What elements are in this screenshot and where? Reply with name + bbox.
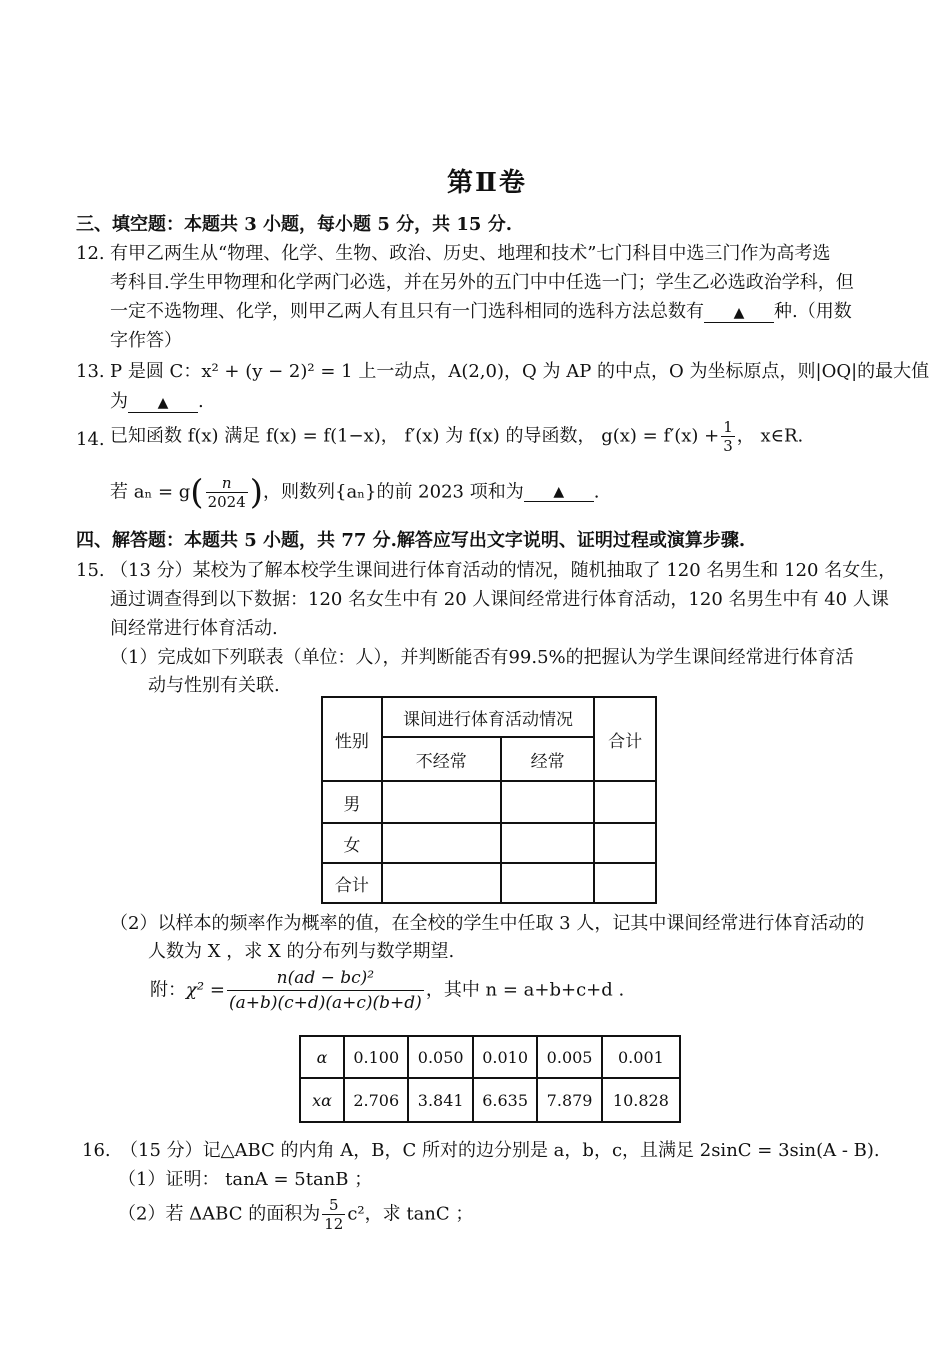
cell-male-not-often[interactable] bbox=[382, 781, 501, 823]
q15-line-2: 通过调查得到以下数据：120 名女生中有 20 人课间经常进行体育活动，120 名男生中有 40 人课 bbox=[110, 589, 889, 610]
q15-number: 15. bbox=[76, 560, 105, 581]
q12-line-2: 考科目.学生甲物理和化学两门必选，并在另外的五门中中任选一门；学生乙必选政治学科，但 bbox=[110, 272, 854, 293]
q14-line-1 bbox=[110, 418, 803, 455]
alpha-value: 0.050 bbox=[408, 1036, 472, 1078]
q12-line-3-tail: 种.（用数 bbox=[774, 301, 852, 322]
q12-line-4: 字作答） bbox=[110, 330, 182, 351]
fraction-denominator: 3 bbox=[723, 437, 733, 455]
cell-female-often[interactable] bbox=[501, 823, 594, 863]
q16-number: 16. bbox=[82, 1140, 111, 1161]
q14-line-1-text: 已知函数 f(x) 满足 f(x) = f(1−x)， f′(x) 为 f(x) 的导函数， g(x) = f′(x) + bbox=[110, 425, 720, 447]
q16-part-2 bbox=[118, 1196, 473, 1233]
q12-number: 12. bbox=[76, 243, 105, 264]
alpha-value: 0.010 bbox=[473, 1036, 537, 1078]
right-paren: ) bbox=[249, 472, 264, 513]
q15-part-1-line-2: 动与性别有关联. bbox=[148, 675, 280, 696]
q14-number: 14. bbox=[76, 429, 105, 450]
formula-lhs: χ² = bbox=[186, 979, 225, 1001]
q13-line-2-text: 为 bbox=[110, 391, 128, 412]
q12-line-3-text: 一定不选物理、化学，则甲乙两人有且只有一门选科相同的选科方法总数有 bbox=[110, 301, 704, 322]
cell-female-not-often[interactable] bbox=[382, 823, 501, 863]
alpha-value: 0.005 bbox=[537, 1036, 601, 1078]
q16-fraction-5-12 bbox=[322, 1196, 345, 1233]
q14-answer-blank[interactable]: ▲ bbox=[524, 483, 594, 502]
page-title: 第Ⅱ卷 bbox=[447, 168, 527, 198]
section-3-heading: 三、填空题：本题共 3 小题，每小题 5 分，共 15 分. bbox=[76, 214, 512, 235]
fraction-numerator: n(ad − bc)² bbox=[227, 966, 424, 991]
header-total: 合计 bbox=[594, 697, 656, 781]
x-alpha-value: 3.841 bbox=[408, 1078, 472, 1122]
fraction-numerator: 5 bbox=[322, 1196, 345, 1215]
q16-part-2-tail: c²，求 tanC ； bbox=[347, 1203, 474, 1225]
cell-grand-total[interactable] bbox=[594, 863, 656, 903]
row-total-label: 合计 bbox=[322, 863, 382, 903]
header-often: 经常 bbox=[501, 737, 594, 781]
q15-part-2-line-2: 人数为 X ，求 X 的分布列与数学期望. bbox=[148, 941, 455, 962]
q12-answer-blank[interactable]: ▲ bbox=[704, 304, 774, 323]
cell-male-total[interactable] bbox=[594, 781, 656, 823]
formula-fraction bbox=[227, 966, 424, 1015]
q14-line-2-text: 若 aₙ = g bbox=[110, 481, 191, 503]
cell-total-often[interactable] bbox=[501, 863, 594, 903]
x-alpha-value: 2.706 bbox=[344, 1078, 408, 1122]
section-4-heading: 四、解答题：本题共 5 小题，共 77 分.解答应写出文字说明、证明过程或演算步骤. bbox=[76, 530, 746, 551]
fraction-numerator: n bbox=[206, 474, 248, 493]
contingency-table bbox=[321, 696, 657, 904]
q13-number: 13. bbox=[76, 361, 105, 382]
q13-line-1: P 是圆 C：x² + (y − 2)² = 1 上一动点，A(2,0)，Q 为 AP 的中点，O 为坐标原点，则|OQ|的最大值 bbox=[110, 361, 930, 382]
q16-part-1: （1）证明： tanA = 5tanB ； bbox=[118, 1169, 373, 1190]
fraction-numerator: 1 bbox=[723, 418, 733, 436]
header-not-often: 不经常 bbox=[382, 737, 501, 781]
formula-prefix: 附： bbox=[150, 979, 186, 1001]
x-alpha-label: xα bbox=[300, 1078, 344, 1122]
x-alpha-value: 7.879 bbox=[537, 1078, 601, 1122]
cell-female-total[interactable] bbox=[594, 823, 656, 863]
alpha-value: 0.100 bbox=[344, 1036, 408, 1078]
alpha-label: α bbox=[300, 1036, 344, 1078]
cell-total-not-often[interactable] bbox=[382, 863, 501, 903]
chi-square-formula bbox=[150, 966, 624, 1015]
q12-line-3 bbox=[110, 300, 852, 324]
q15-part-2-line-1: （2）以样本的频率作为概率的值，在全校的学生中任取 3 人，记其中课间经常进行体育活动的 bbox=[110, 913, 865, 934]
row-female-label: 女 bbox=[322, 823, 382, 863]
q13-line-2-tail: . bbox=[198, 391, 204, 412]
x-alpha-value: 10.828 bbox=[602, 1078, 680, 1122]
q15-line-1: （13 分）某校为了解本校学生课间进行体育活动的情况，随机抽取了 120 名男生和 120 名女生， bbox=[110, 560, 897, 581]
q14-line-2-tail: . bbox=[593, 481, 600, 503]
q16-part-2-text: （2）若 ΔABC 的面积为 bbox=[118, 1203, 321, 1225]
q13-answer-blank[interactable]: ▲ bbox=[128, 394, 198, 413]
q14-line-2-mid: ，则数列{aₙ}的前 2023 项和为 bbox=[263, 481, 524, 503]
q15-line-3: 间经常进行体育活动. bbox=[110, 618, 278, 639]
q12-line-1: 有甲乙两生从“物理、化学、生物、政治、历史、地理和技术”七门科目中选三门作为高考选 bbox=[110, 243, 831, 264]
q16-line-1: （15 分）记△ABC 的内角 A，B，C 所对的边分别是 a，b，c，且满足 2sinC = 3sin(A - B). bbox=[120, 1140, 880, 1161]
header-activity: 课间进行体育活动情况 bbox=[382, 697, 595, 737]
q14-line-2 bbox=[110, 474, 599, 511]
x-alpha-value: 6.635 bbox=[473, 1078, 537, 1122]
header-gender: 性别 bbox=[322, 697, 382, 781]
q14-fraction-one-third bbox=[721, 418, 735, 455]
cell-male-often[interactable] bbox=[501, 781, 594, 823]
q15-part-1-line-1: （1）完成如下列联表（单位：人），并判断能否有99.5%的把握认为学生课间经常进行体育活 bbox=[110, 647, 854, 668]
fraction-denominator: 12 bbox=[324, 1215, 344, 1233]
row-male-label: 男 bbox=[322, 781, 382, 823]
critical-value-table bbox=[299, 1035, 681, 1123]
fraction-denominator: (a+b)(c+d)(a+c)(b+d) bbox=[228, 993, 422, 1013]
q14-fraction-n-over-2024 bbox=[206, 474, 248, 511]
q13-line-2 bbox=[110, 390, 204, 414]
left-paren: ( bbox=[190, 472, 204, 513]
formula-suffix: ，其中 n = a+b+c+d . bbox=[425, 979, 625, 1001]
q14-line-1-tail: ， x∈R. bbox=[736, 425, 804, 447]
alpha-value: 0.001 bbox=[602, 1036, 680, 1078]
fraction-denominator: 2024 bbox=[207, 493, 246, 511]
